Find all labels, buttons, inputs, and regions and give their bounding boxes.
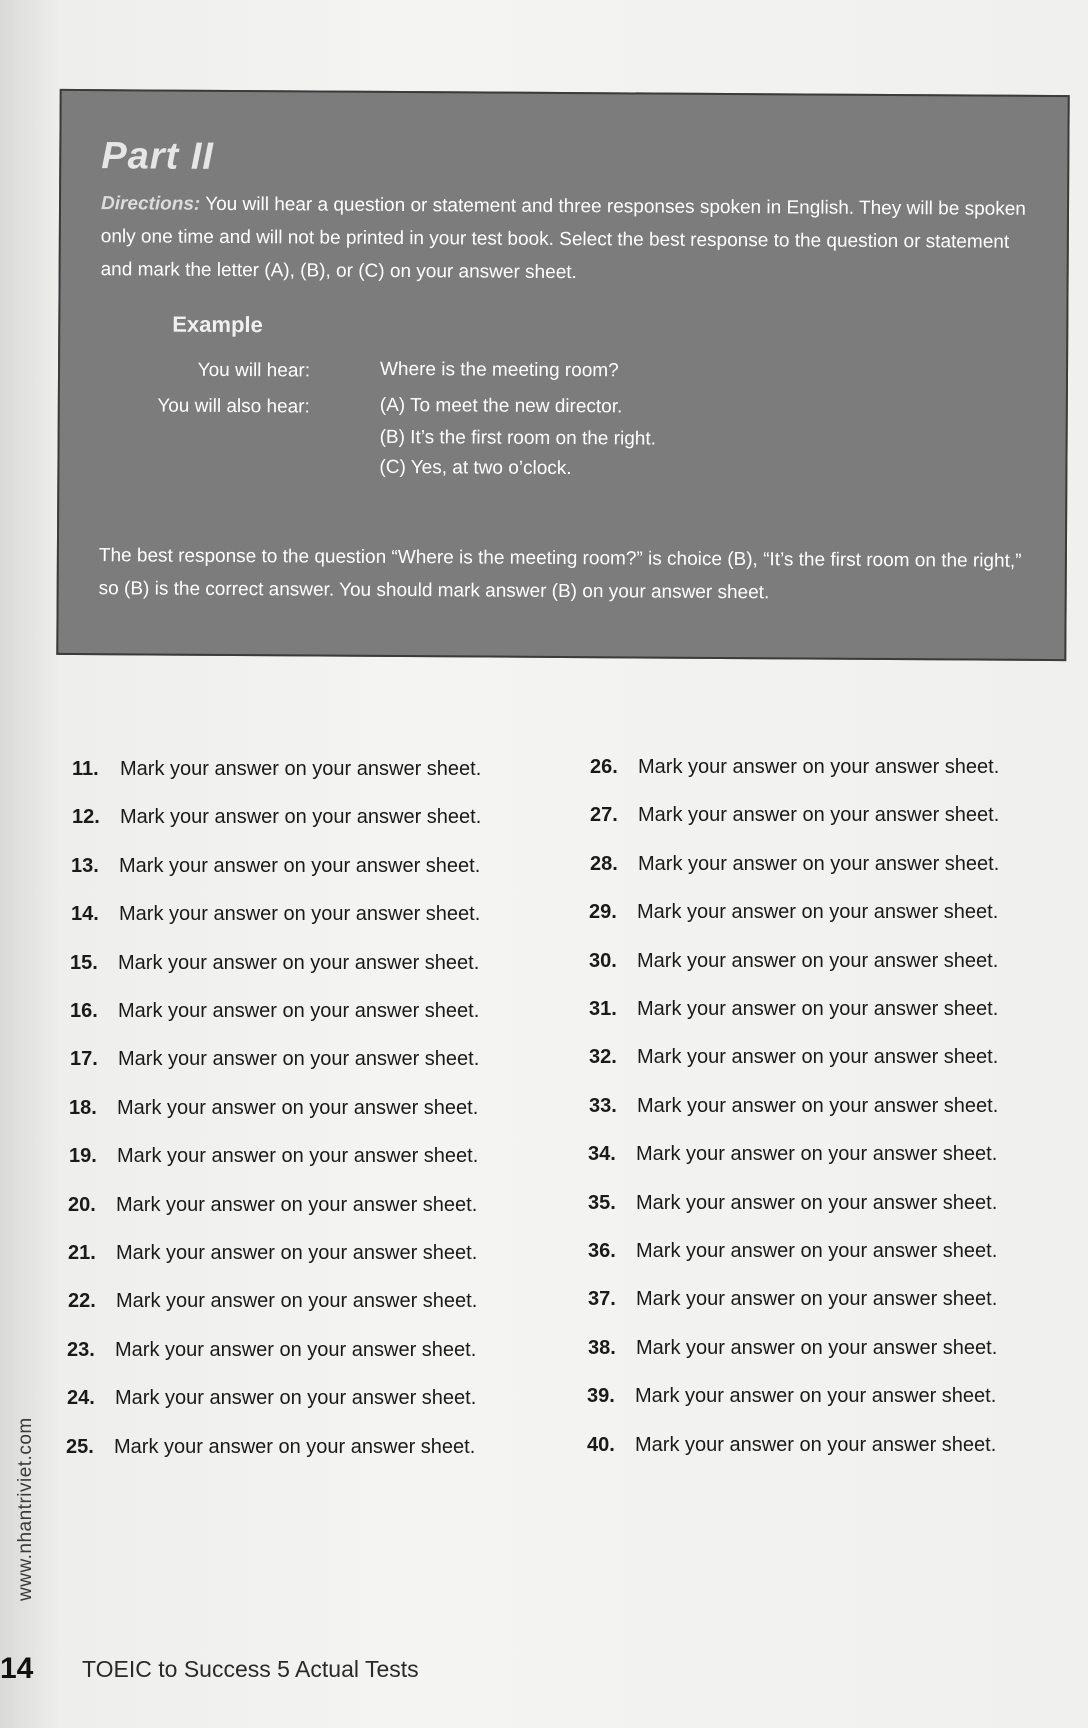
question-item	[588, 1192, 997, 1215]
question-item	[72, 806, 481, 829]
question-item	[70, 1000, 479, 1023]
question-text: Mark your answer on your answer sheet.	[638, 804, 1000, 827]
question-item	[71, 903, 480, 926]
question-text: Mark your answer on your answer sheet.	[638, 756, 1000, 778]
side-url: www.nhantriviet.com	[15, 1417, 36, 1601]
question-item	[588, 1143, 997, 1166]
question-item	[67, 1339, 476, 1362]
question-text: Mark your answer on your answer sheet.	[115, 1387, 477, 1410]
option-b: (B) It’s the first room on the right.	[379, 426, 656, 450]
question-text: Mark your answer on your answer sheet.	[636, 1191, 998, 1214]
you-will-hear-text: Where is the meeting room?	[379, 358, 619, 382]
question-number: 33.	[589, 1094, 617, 1117]
question-number: 38.	[588, 1336, 616, 1359]
question-text: Mark your answer on your answer sheet.	[119, 903, 481, 926]
question-number: 26.	[590, 756, 618, 778]
question-item	[588, 1288, 997, 1311]
option-a: (A) To meet the new director.	[379, 394, 623, 418]
question-text: Mark your answer on your answer sheet.	[120, 806, 482, 829]
question-text: Mark your answer on your answer sheet.	[116, 1242, 478, 1264]
directions-text	[101, 187, 1042, 292]
question-number: 11.	[72, 758, 99, 780]
directions-box	[56, 89, 1069, 661]
question-number: 28.	[590, 852, 618, 875]
question-number: 37.	[588, 1288, 616, 1311]
question-number: 34.	[588, 1143, 616, 1166]
question-item	[589, 1046, 998, 1069]
question-text: Mark your answer on your answer sheet.	[117, 1145, 479, 1168]
question-number: 31.	[589, 998, 617, 1020]
question-number: 32.	[589, 1046, 617, 1069]
question-text: Mark your answer on your answer sheet.	[637, 901, 999, 924]
question-item	[71, 855, 480, 878]
you-will-also-hear-label: You will also hear:	[157, 395, 310, 418]
question-item	[67, 1387, 476, 1410]
question-item	[588, 1240, 997, 1263]
question-text: Mark your answer on your answer sheet.	[118, 951, 480, 974]
question-number: 22.	[68, 1290, 96, 1313]
question-number: 12.	[72, 806, 100, 829]
question-text: Mark your answer on your answer sheet.	[638, 852, 1000, 875]
question-text: Mark your answer on your answer sheet.	[637, 1046, 999, 1069]
question-number: 36.	[588, 1240, 616, 1262]
question-number: 27.	[590, 804, 618, 827]
question-text: Mark your answer on your answer sheet.	[118, 1048, 480, 1071]
question-number: 15.	[70, 951, 98, 974]
question-number: 16.	[70, 1000, 98, 1022]
question-item	[588, 1337, 997, 1360]
question-item	[70, 1048, 479, 1071]
option-c: (C) Yes, at two o’clock.	[379, 456, 572, 480]
question-text: Mark your answer on your answer sheet.	[117, 1096, 479, 1119]
question-text: Mark your answer on your answer sheet.	[114, 1435, 476, 1458]
question-text: Mark your answer on your answer sheet.	[636, 1143, 998, 1166]
question-text: Mark your answer on your answer sheet.	[119, 854, 481, 877]
question-number: 17.	[70, 1048, 98, 1071]
question-item	[589, 998, 998, 1021]
question-text: Mark your answer on your answer sheet.	[636, 1336, 998, 1359]
question-item	[587, 1434, 996, 1457]
question-item	[589, 901, 998, 924]
question-text: Mark your answer on your answer sheet.	[118, 1000, 480, 1022]
example-label: Example	[172, 311, 263, 338]
you-will-hear-label: You will hear:	[197, 359, 311, 382]
question-text: Mark your answer on your answer sheet.	[116, 1193, 478, 1216]
question-number: 29.	[589, 901, 617, 924]
question-text: Mark your answer on your answer sheet.	[636, 1288, 998, 1311]
question-number: 35.	[588, 1191, 616, 1214]
question-text: Mark your answer on your answer sheet.	[635, 1385, 997, 1408]
question-number: 23.	[67, 1338, 95, 1361]
question-text: Mark your answer on your answer sheet.	[635, 1433, 997, 1456]
directions-body: You will hear a question or statement and three responses spoken in English. They will be spoken only one time and will not be printed in your test book. Select the best response to the question or statement and mark the letter (A), (B), or (C) on your answer sheet.	[100, 193, 1026, 284]
question-item	[589, 1095, 998, 1118]
question-number: 24.	[67, 1387, 95, 1410]
question-number: 20.	[68, 1193, 96, 1216]
question-text: Mark your answer on your answer sheet.	[637, 998, 999, 1020]
question-number: 30.	[589, 949, 617, 972]
question-item	[68, 1290, 477, 1313]
question-number: 21.	[68, 1242, 96, 1264]
question-item	[590, 804, 999, 827]
question-number: 14.	[71, 903, 99, 926]
question-item	[589, 950, 998, 973]
question-text: Mark your answer on your answer sheet.	[637, 949, 999, 972]
directions-lead: Directions:	[100, 193, 201, 215]
question-item	[587, 1385, 996, 1408]
question-item	[70, 952, 479, 975]
question-text: Mark your answer on your answer sheet.	[115, 1338, 477, 1361]
question-text: Mark your answer on your answer sheet.	[120, 758, 482, 780]
question-item	[69, 1145, 478, 1168]
question-item	[590, 756, 999, 779]
question-number: 40.	[587, 1433, 615, 1456]
question-text: Mark your answer on your answer sheet.	[116, 1290, 478, 1313]
question-item	[72, 758, 481, 781]
question-item	[68, 1242, 477, 1265]
page-number: 14	[0, 1652, 34, 1685]
question-number: 19.	[69, 1145, 97, 1168]
question-item	[69, 1097, 478, 1120]
question-number: 18.	[69, 1096, 97, 1119]
question-number: 13.	[71, 854, 99, 877]
question-number: 25.	[66, 1435, 94, 1458]
part-title: Part II	[101, 135, 215, 178]
question-item	[590, 853, 999, 876]
question-item	[66, 1436, 475, 1459]
book-title: TOEIC to Success 5 Actual Tests	[82, 1656, 419, 1682]
question-number: 39.	[587, 1385, 615, 1408]
question-text: Mark your answer on your answer sheet.	[636, 1240, 998, 1262]
question-text: Mark your answer on your answer sheet.	[637, 1094, 999, 1117]
question-item	[68, 1194, 477, 1217]
best-response-explanation: The best response to the question “Where is the meeting room?” is choice (B), “It’s the first room on the right,” so (B) is the correct answer. You should mark answer (B) on your answer sheet.	[98, 545, 1022, 604]
